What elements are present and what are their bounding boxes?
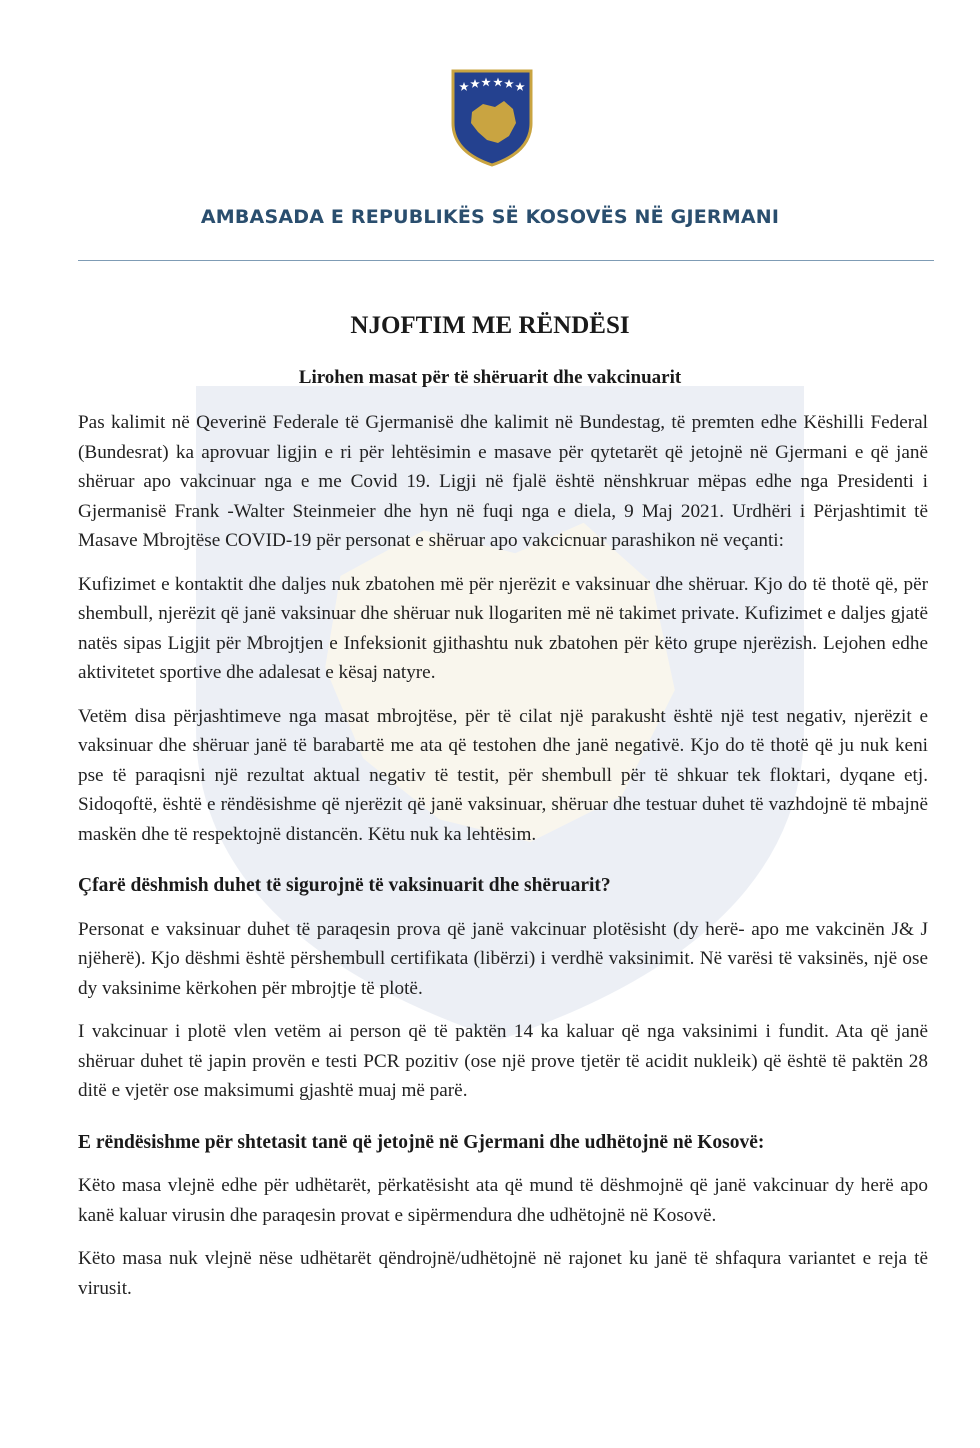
document-body xyxy=(78,408,928,1317)
header-divider xyxy=(78,260,934,261)
embassy-name-header: AMBASADA E REPUBLIKËS SË KOSOVËS NË GJERMANI xyxy=(200,206,780,228)
paragraph-variant-regions: Këto masa nuk vlejnë nëse udhëtarët qëndrojnë/udhëtojnë në rajonet ku janë të shfaqura variantet e reja të virusit. xyxy=(78,1248,928,1299)
kosovo-coat-of-arms-icon xyxy=(450,68,534,168)
paragraph-test-exemptions: Vetëm disa përjashtimeve nga masat mbrojtëse, për të cilat një parakusht është një test negativ, njerëzit e vaksinuar dhe shëruar janë të barabartë me ata që testohen dhe janë negativë. Kjo do të thotë që ju nuk keni pse të paraqisni një rezultat aktual negativ të testit, për shembull për të shkuar tek floktari, dyqane etj. Sidoqoftë, është e rëndësishme që njerëzit që janë vaksinuar, shëruar dhe testuar duhet të vazhdojnë të mbajnë maskën dhe të respektojnë distancën. Këtu nuk ka lehtësim. xyxy=(78,705,928,845)
paragraph-intro: Pas kalimit në Qeverinë Federale të Gjermanisë dhe kalimit në Bundestag, të premten edhe Këshilli Federal (Bundesrat) ka aprovuar ligjin e ri për lehtësimin e masave për qytetarët që jetojnë në Gjermani e që janë shëruar apo vakcinuar nga e me Covid 19. Ligji në fjalë është nënshkruar mëpas edhe nga Presidenti i Gjermanisë Frank -Walter Steinmeier dhe hyn në fuqi nga e diela, 9 Maj 2021. Urdhëri i Përjashtimit të Masave Mbrojtëse COVID-19 për personat e shëruar apo vakcicnuar parashikon në veçanti: xyxy=(78,412,928,551)
paragraph-contact-restrictions: Kufizimet e kontaktit dhe daljes nuk zbatohen më për njerëzit e vaksinuar dhe shëruar. Kjo do të thotë që, për shembull, njerëzit që janë vaksinuar dhe shëruar nuk llogariten më në takimet private. Kufizimet e daljes gjatë natës sipas Ligjit për Mbrojtjen e Infeksionit gjithashtu nuk zbatohen për këto grupe njerëzish. Lejohen edhe aktivitetet sportive dhe adalesat e kësaj natyre. xyxy=(78,573,928,683)
heading-required-proof: Çfarë dëshmish duhet të sigurojnë të vaksinuarit dhe shëruarit? xyxy=(78,875,611,896)
paragraph-travelers: Këto masa vlejnë edhe për udhëtarët, përkatësisht ata që mund të dëshmojnë që janë vakcinuar dy herë apo kanë kaluar virusin dhe paraqesin provat e sipërmendura dhe udhëtojnë në Kosovë. xyxy=(78,1175,928,1226)
document-title: NJOFTIM ME RËNDËSI xyxy=(350,312,630,339)
paragraph-full-vaccination: I vakcinuar i plotë vlen vetëm ai person që të paktën 14 ka kaluar që nga vaksinimi i fundit. Ata që janë shëruar duhet të japin provën e testi PCR pozitiv (ose një prove tjetër të acidit nukleik) që është të paktën 28 ditë e vjetër ose maksimumi gjashtë muaj më parë. xyxy=(78,1021,928,1101)
paragraph-vaccination-proof: Personat e vaksinuar duhet të paraqesin prova që janë vakcinuar plotësisht (dy herë- apo me vakcinën J& J njëherë). Kjo dëshmi është përshembull certifikata (libërzi) i verdhë vaksinimit. Në varësi të vaksinës, një ose dy vaksinime kërkohen për mbrojtje të plotë. xyxy=(78,918,928,999)
document-subtitle: Lirohen masat për të shëruarit dhe vakcinuarit xyxy=(298,367,682,388)
heading-travel-to-kosovo: E rëndësishme për shtetasit tanë që jetojnë në Gjermani dhe udhëtojnë në Kosovë: xyxy=(78,1131,765,1153)
